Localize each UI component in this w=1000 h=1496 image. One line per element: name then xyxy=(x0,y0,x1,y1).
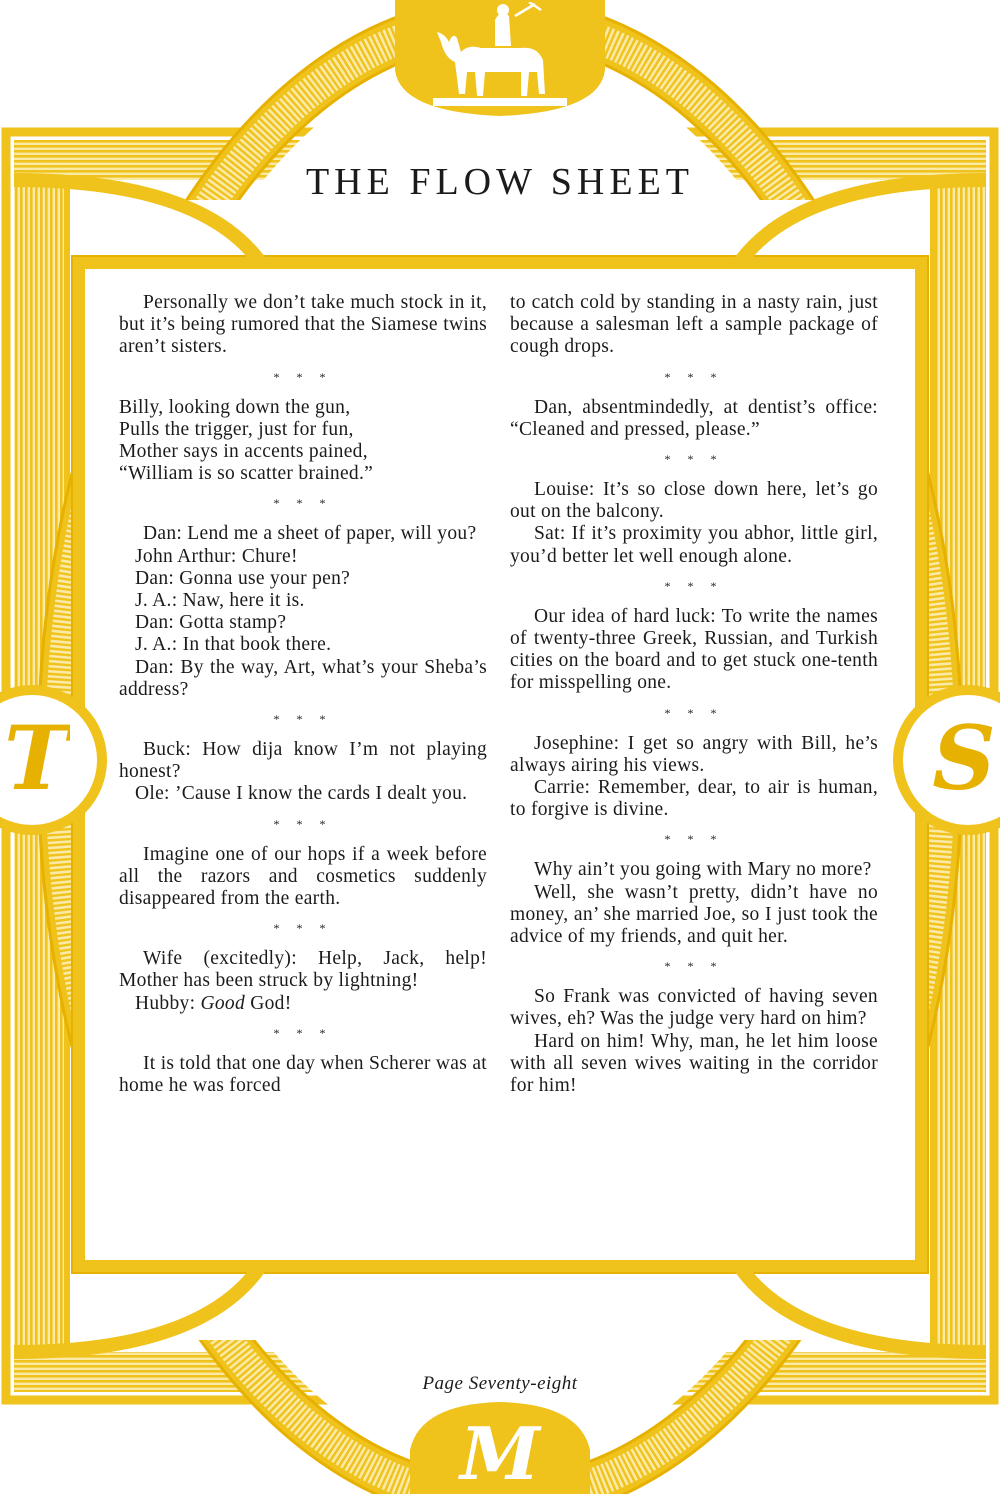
verse-line: “William is so scatter brained.” xyxy=(119,463,374,485)
verse-line: Mother says in accents pained, xyxy=(119,441,368,463)
prospector-emblem-icon xyxy=(425,2,575,110)
joke-item xyxy=(119,523,487,701)
right-column xyxy=(510,292,878,1097)
page-number: Page Seventy-eight xyxy=(422,1373,578,1394)
joke-item xyxy=(119,739,487,806)
dialogue-line: Ole: ’Cause I know the cards I dealt you. xyxy=(135,783,468,805)
dialogue-line xyxy=(119,993,487,1015)
dialogue-line: So Frank was convicted of having seven wives, eh? Was the judge very hard on him? xyxy=(510,986,878,1030)
paragraph: It is told that one day when Scherer was at home he was forced xyxy=(119,1052,487,1097)
separator-asterisks: * * * xyxy=(273,921,333,936)
right-monogram-icon: S xyxy=(932,706,996,810)
separator-asterisks: * * * xyxy=(273,1025,333,1040)
joke-item xyxy=(510,986,878,1097)
paragraph: Dan, absentmindedly, at dentist’s office: “Cleaned and pressed, please.” xyxy=(510,396,878,440)
joke-item xyxy=(510,397,878,441)
dialogue-line: Josephine: I get so angry with Bill, he’s always airing his views. xyxy=(510,732,878,776)
verse-line: Pulls the trigger, just for fun, xyxy=(119,418,354,440)
separator-asterisks: * * * xyxy=(273,712,333,727)
dialogue-line: Louise: It’s so close down here, let’s go out on the balcony. xyxy=(510,479,878,523)
separator-asterisks: * * * xyxy=(273,369,333,384)
joke-item xyxy=(119,397,487,486)
separator-asterisks: * * * xyxy=(664,452,724,467)
separator-asterisks: * * * xyxy=(273,816,333,831)
joke-item xyxy=(510,479,878,568)
page-title: THE FLOW SHEET xyxy=(305,161,695,203)
paragraph: Imagine one of our hops if a week before all the razors and cosmetics suddenly disappeared from the earth. xyxy=(119,843,487,910)
dialogue-line: J. A.: In that book there. xyxy=(135,634,332,656)
left-column xyxy=(119,292,487,1097)
joke-item xyxy=(510,859,878,948)
dialogue-line: Why ain’t you going with Mary no more? xyxy=(534,859,872,881)
joke-item xyxy=(119,1053,487,1097)
left-monogram-icon: T xyxy=(4,706,70,810)
joke-item xyxy=(119,292,487,359)
verse-line: Billy, looking down the gun, xyxy=(119,396,351,418)
joke-item xyxy=(510,606,878,695)
joke-item xyxy=(119,844,487,911)
paragraph-continued: to catch cold by standing in a nasty rain, just because a salesman left a sample package of cough drops. xyxy=(510,292,878,358)
joke-item xyxy=(510,292,878,359)
dialogue-text: God! xyxy=(245,992,292,1014)
dialogue-line: Carrie: Remember, dear, to air is human, to forgive is divine. xyxy=(510,777,878,821)
dialogue-line: Dan: Gonna use your pen? xyxy=(135,567,351,589)
separator-asterisks: * * * xyxy=(664,369,724,384)
bottom-monogram-icon: M xyxy=(460,1411,540,1496)
dialogue-line: John Arthur: Chure! xyxy=(135,545,298,567)
speaker-label: Hubby: xyxy=(135,992,201,1014)
separator-asterisks: * * * xyxy=(273,496,333,511)
separator-asterisks: * * * xyxy=(664,832,724,847)
dialogue-line: Dan: By the way, Art, what’s your Sheba’s address? xyxy=(119,656,487,700)
joke-item xyxy=(119,948,487,1015)
emphasis-text: Good xyxy=(200,992,246,1014)
paragraph: Personally we don’t take much stock in it, but it’s being rumored that the Siamese twins aren’t sisters. xyxy=(119,292,487,358)
paragraph: Our idea of hard luck: To write the names of twenty-three Greek, Russian, and Turkish cities on the board and to get stuck one-tenth for misspelling one. xyxy=(510,605,878,694)
dialogue-line: Well, she wasn’t pretty, didn’t have no money, an’ she married Joe, so I just took the advice of my friends, and quit her. xyxy=(510,881,878,948)
dialogue-line: J. A.: Naw, here it is. xyxy=(135,590,305,612)
dialogue-line: Dan: Lend me a sheet of paper, will you? xyxy=(143,523,477,545)
separator-asterisks: * * * xyxy=(664,959,724,974)
dialogue-line: Dan: Gotta stamp? xyxy=(135,612,287,634)
dialogue-line: Sat: If it’s proximity you abhor, little girl, you’d better let well enough alone. xyxy=(510,523,878,567)
dialogue-line: Hard on him! Why, man, he let him loose with all seven wives waiting in the corridor for him! xyxy=(510,1030,878,1097)
dialogue-line: Buck: How dija know I’m not playing honest? xyxy=(119,739,487,783)
joke-item xyxy=(510,733,878,822)
separator-asterisks: * * * xyxy=(664,578,724,593)
dialogue-line: Wife (excitedly): Help, Jack, help! Mother has been struck by lightning! xyxy=(119,948,487,992)
separator-asterisks: * * * xyxy=(664,705,724,720)
